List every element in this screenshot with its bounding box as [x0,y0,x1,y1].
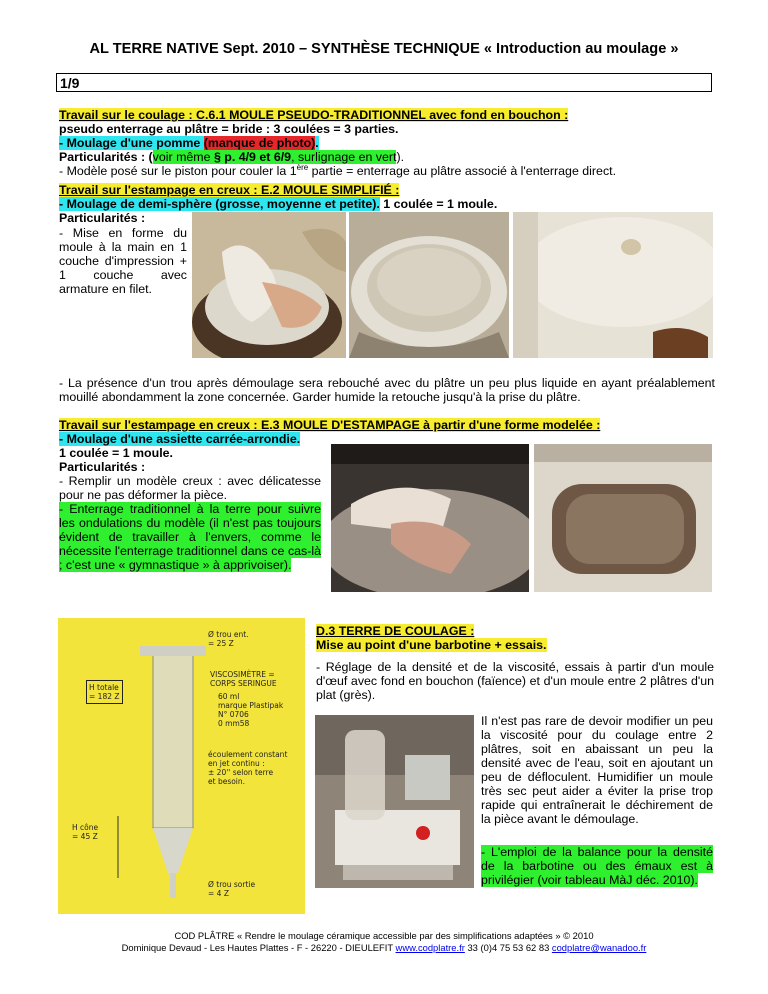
note-text: écoulement constant [208,750,288,759]
section-line: 1 coulée = 1 moule. [59,446,173,460]
particularites-label: Particularités : [59,211,146,225]
email-link[interactable]: codplatre@wanadoo.fr [551,942,647,953]
note-text: et besoin. [208,777,246,786]
section-line: partie = enterrage au plâtre associé à l'enterrage direct. [308,164,617,178]
highlight-green-text: , surlignage en vert [291,150,397,164]
photo-square-plate [534,444,712,592]
note-text: = 45 Z [72,832,98,841]
photo-finished-piece [513,212,713,358]
section-line-end: ). [396,150,405,164]
section-subtitle: Mise au point d'une barbotine + essais. [316,638,547,652]
handwritten-notes [58,618,305,914]
section-title: Travail sur l'estampage en creux : E.2 MOULE SIMPLIFIÉ : [59,183,400,197]
note-text: = 4 Z [208,889,229,898]
note-text: Ø trou ent. [208,630,249,639]
section-line: - Moulage d'une pomme [59,136,204,150]
note-text: en jet continu : [208,759,265,768]
section-line: pseudo enterrage au plâtre = bride : 3 coulées = 3 parties. [59,122,399,136]
highlight-green-ref: § p. 4/9 et 6/9 [213,150,292,164]
section-line: - Moulage de demi-sphère (grosse, moyenne et petite). [59,197,380,211]
photo-hemisphere-mould [349,212,509,358]
section-line: - Modèle posé sur le piston pour couler la 1 [59,164,297,178]
note-text: = 182 Z [89,692,120,701]
note-text: = 25 Z [208,639,234,648]
note-text: marque Plastipak [218,701,284,710]
section-title: Travail sur l'estampage en creux : E.3 MOULE D'ESTAMPAGE à partir d'une forme modelée : [59,418,601,432]
section-line: 1 coulée = 1 moule. [379,197,498,211]
section-text: - Mise en forme du moule à la main en 1 couche d'impression + 1 couche avec armature en filet. [59,226,187,296]
note-text: 0 mm58 [218,719,250,728]
note-text: N° 0706 [218,710,249,719]
section-line: - Moulage d'une assiette carrée-arrondie. [59,432,301,446]
website-link[interactable]: www.codplatre.fr [395,942,465,953]
footer-line: COD PLÂTRE « Rendre le moulage céramique accessible par des simplifications adaptées » © 2010 [174,930,594,941]
particularites-label: Particularités : [59,460,146,474]
section-terre-coulage [316,624,716,652]
section-text: Il n'est pas rare de devoir modifier un peu la viscosité pour du coulage entre 2 plâtres, soit en abaissant un peu la densité avec de l'eau, soit en ajoutant un peu de défloculent. Humidifier un moule très sec peut aider a éviter la prise trop rapide qui entraînerait le déchirement de la pièce avant le démoulage. [481,714,713,826]
highlight-green-text: - L'emploi de la balance pour la densité de la barbotine ou des émaux est à privilégier (voir tableau MàJ déc. 2010). [481,845,713,887]
particularites-label: Particularités : ( [59,150,153,164]
section-text-block [59,474,321,572]
section-note: - La présence d'un trou après démoulage sera rebouché avec du plâtre un peu plus liquide en ayant préalablement mouillé abondamment la zone concernée. Garder humide la retouche jusqu'à la prise du plâtre. [59,376,715,404]
page-number: 1/9 [60,75,80,91]
photo-filling-model [331,444,529,592]
section-text: - Réglage de la densité et de la viscosité, essais à partir d'un moule d'œuf avec fond en bouchon (faïence) et d'un moule entre 2 plâtres d'un plat (grès). [316,660,714,702]
note-text: ± 20'' selon terre [208,768,274,777]
section-text: - Remplir un modèle creux : avec délicatesse pour ne pas déformer la pièce. [59,474,321,502]
photo-syringe-viscosimeter [58,618,305,914]
section-text-highlight [481,845,713,887]
highlight-missing-photo: (manque de photo) [203,136,316,150]
footer-address: Dominique Devaud - Les Hautes Plattes - F - 26220 - DIEULEFIT [121,942,396,953]
note-text: VISCOSIMÈTRE = [210,670,275,679]
section-line-end: . [315,136,319,150]
superscript: ère [296,162,309,172]
page-number-box [56,73,712,92]
note-text: H cône [72,823,99,832]
photo-scale-barbotine [315,715,474,888]
note-text: H totale [89,683,119,692]
note-text: CORPS SERINGUE [210,679,277,688]
document-header-title: AL TERRE NATIVE Sept. 2010 – SYNTHÈSE TECHNIQUE « Introduction au moulage » [89,41,679,57]
section-title: Travail sur le coulage : C.6.1 MOULE PSEUDO-TRADITIONNEL avec fond en bouchon : [59,108,569,122]
footer [0,930,768,954]
section-coulage [59,108,719,178]
footer-phone: 33 (0)4 75 53 62 83 [464,942,552,953]
note-text: 60 ml [218,692,240,701]
note-text: Ø trou sortie [208,880,256,889]
section-title: D.3 TERRE DE COULAGE : [316,624,475,638]
photo-hand-moulding [192,212,346,358]
highlight-green-text: - Enterrage traditionnel à la terre pour suivre les ondulations du modèle (il n'est pas toujours évident de travailler à l'envers, comme le nécessite l'enterrage traditionnel dans ce cas-là ; c'est une « gymnastique » à apprivoiser). [59,502,321,572]
highlight-green-text: voir même [152,150,214,164]
